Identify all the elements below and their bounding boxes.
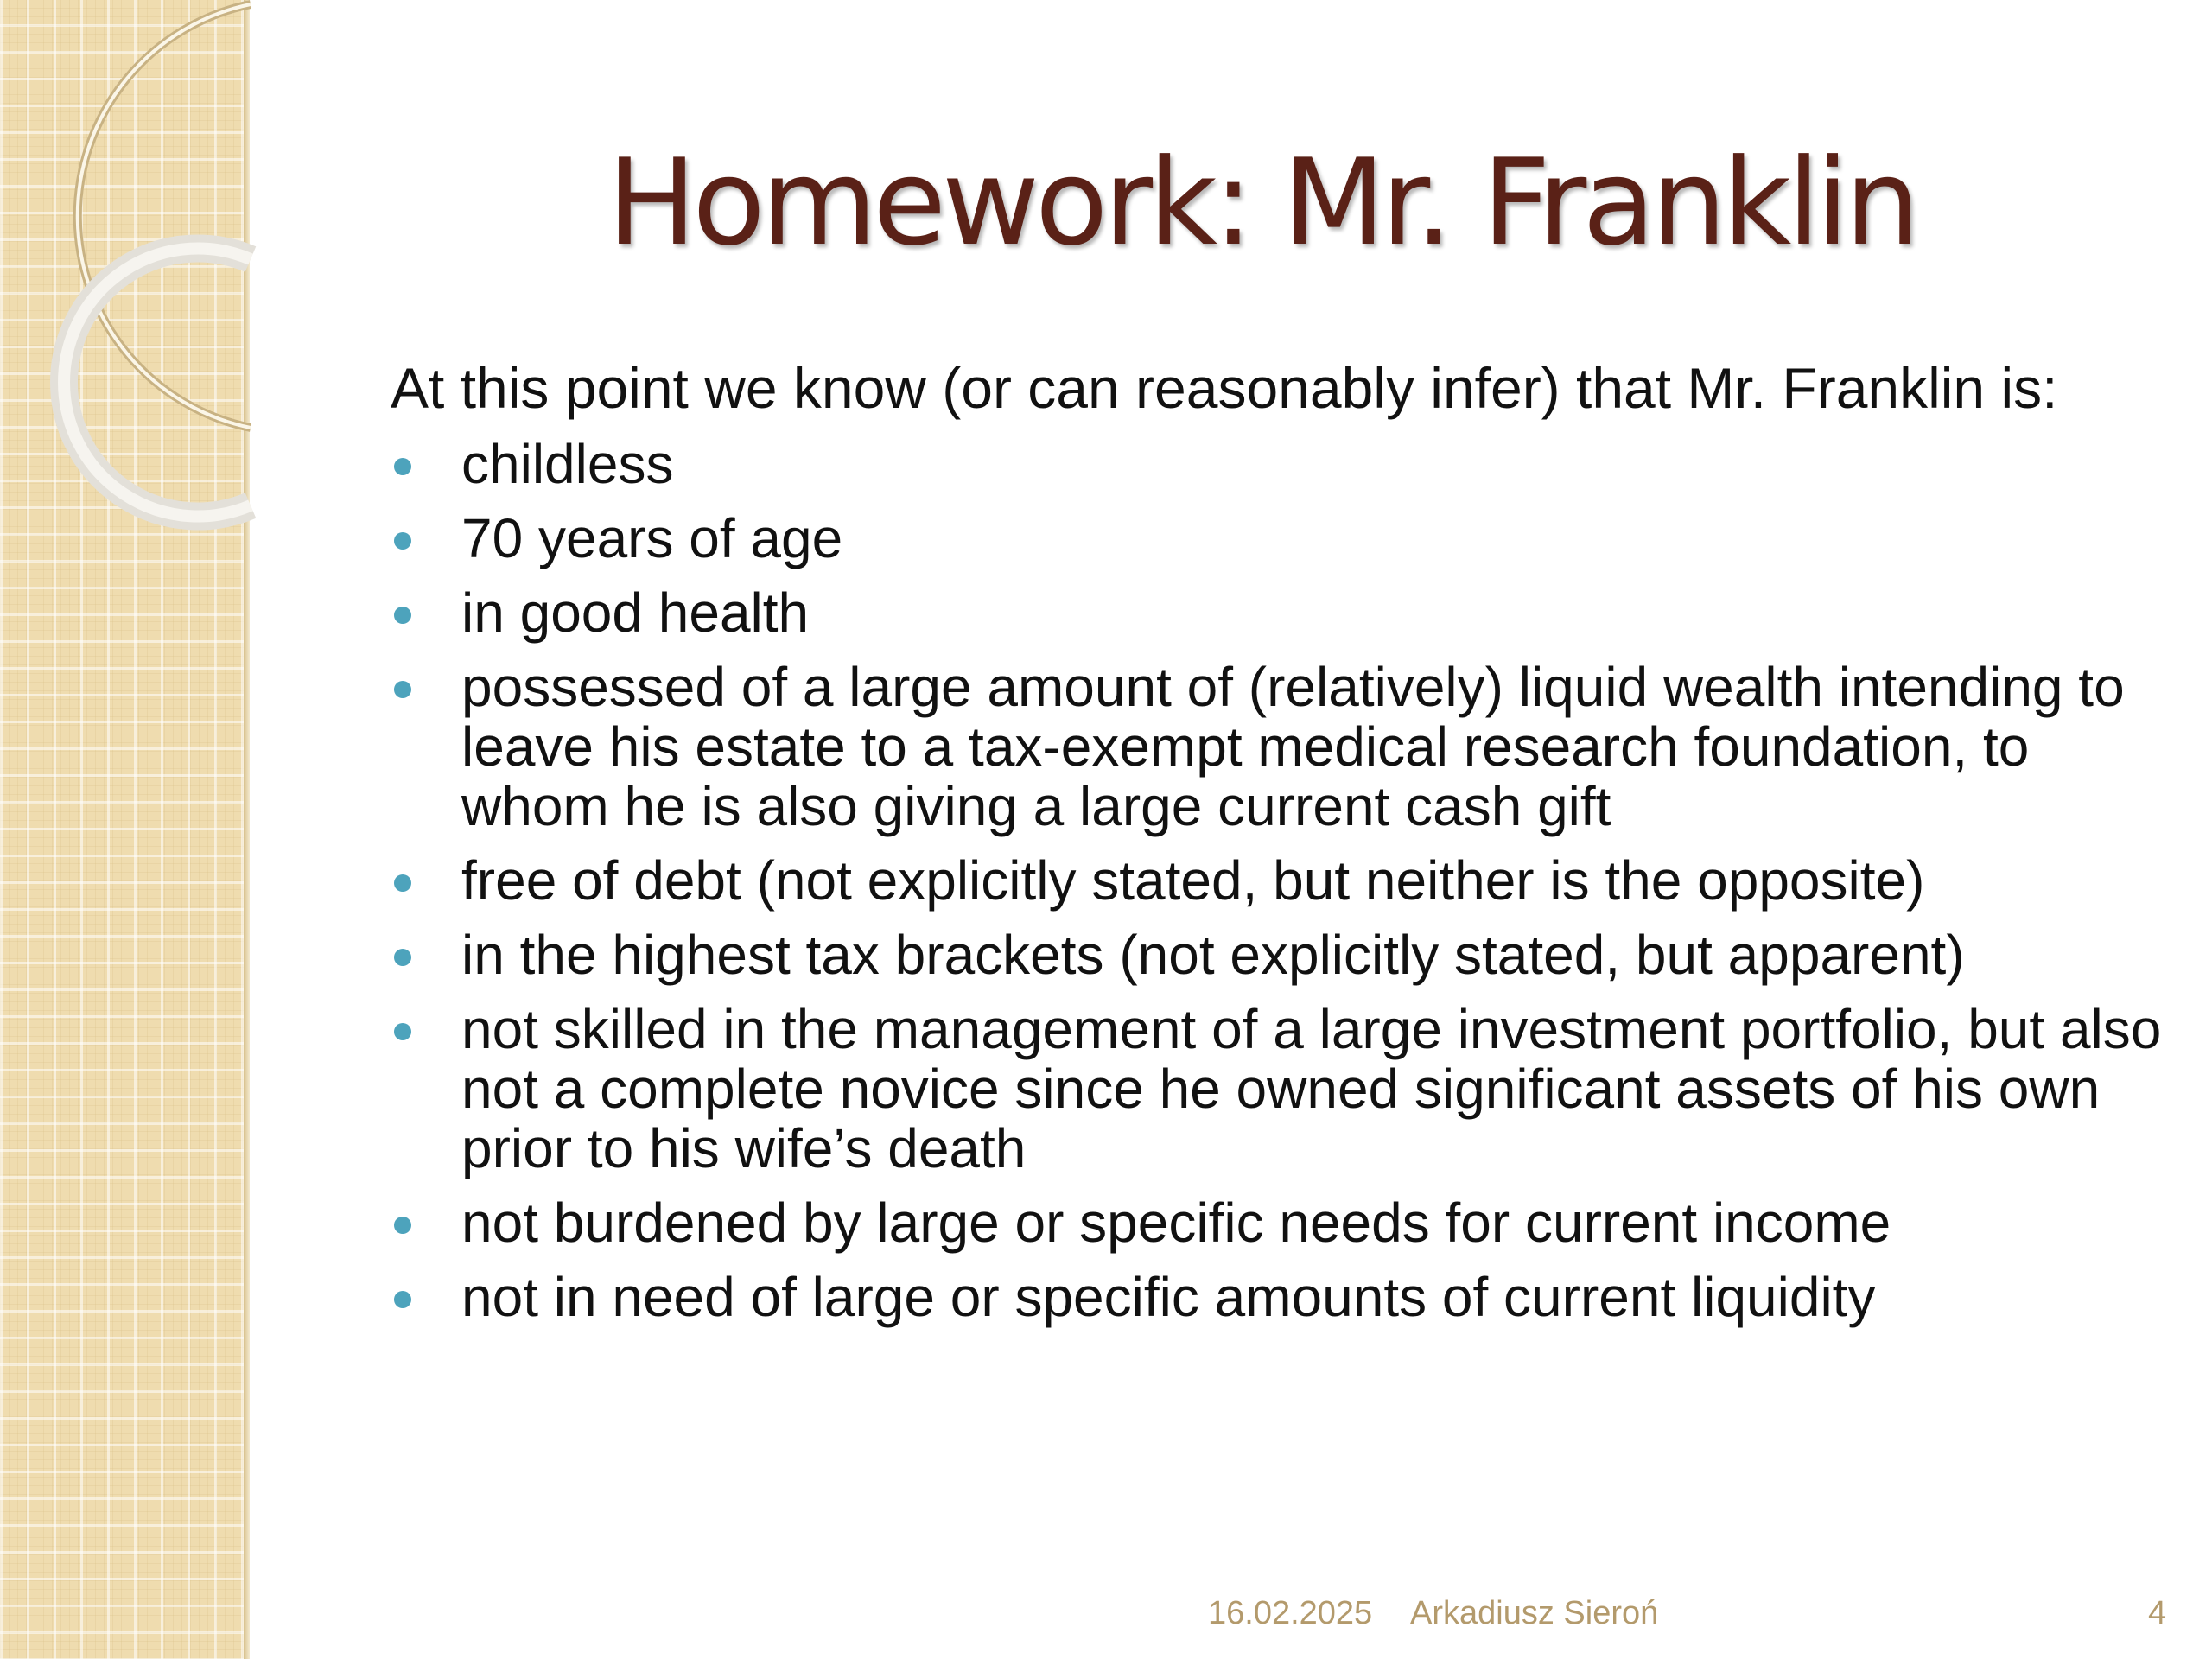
bullet-item xyxy=(391,851,2171,911)
bullet-item xyxy=(391,1268,2171,1327)
bullet-text: in good health xyxy=(461,582,810,644)
decorative-rings-icon xyxy=(0,0,259,553)
slide-body xyxy=(391,356,2171,1342)
bullet-item xyxy=(391,925,2171,985)
bullet-text: not burdened by large or specific needs for current income xyxy=(461,1192,1891,1254)
bullet-dot-icon xyxy=(394,1291,411,1308)
bullet-item xyxy=(391,1000,2171,1179)
intro-text: At this point we know (or can reasonably infer) that Mr. Franklin is: xyxy=(391,356,2058,420)
bullet-dot-icon xyxy=(394,1023,411,1040)
bullet-dot-icon xyxy=(394,458,411,475)
bullet-text: childless xyxy=(461,433,674,495)
bullet-dot-icon xyxy=(394,949,411,966)
bullet-text: free of debt (not explicitly stated, but neither is the opposite) xyxy=(461,849,1925,912)
bullet-item xyxy=(391,658,2171,836)
bullet-list xyxy=(391,435,2171,1327)
bullet-item xyxy=(391,1193,2171,1253)
bullet-item xyxy=(391,435,2171,494)
bullet-text: in the highest tax brackets (not explicitly stated, but apparent) xyxy=(461,924,1965,986)
bullet-text: 70 years of age xyxy=(461,507,843,569)
bullet-text: possessed of a large amount of (relatively) liquid wealth intending to leave his estate to a tax-exempt medical research foundation, to whom he is also giving a large current cash gift xyxy=(461,656,2125,837)
bullet-text: not skilled in the management of a large investment portfolio, but also not a complete novice since he owned significant assets of his own prior to his wife’s death xyxy=(461,998,2162,1179)
bullet-dot-icon xyxy=(394,532,411,550)
bullet-dot-icon xyxy=(394,607,411,624)
footer-author: Arkadiusz Sieroń xyxy=(1410,1595,1659,1631)
bullet-item xyxy=(391,583,2171,643)
bullet-text: not in need of large or specific amounts of current liquidity xyxy=(461,1266,1876,1328)
footer-date: 16.02.2025 xyxy=(1208,1595,1373,1631)
slide-number: 4 xyxy=(2148,1595,2167,1631)
slide-title: Homework: Mr. Franklin xyxy=(607,133,1916,272)
bullet-dot-icon xyxy=(394,1217,411,1234)
bullet-item xyxy=(391,509,2171,569)
bullet-dot-icon xyxy=(394,681,411,698)
bullet-dot-icon xyxy=(394,874,411,892)
